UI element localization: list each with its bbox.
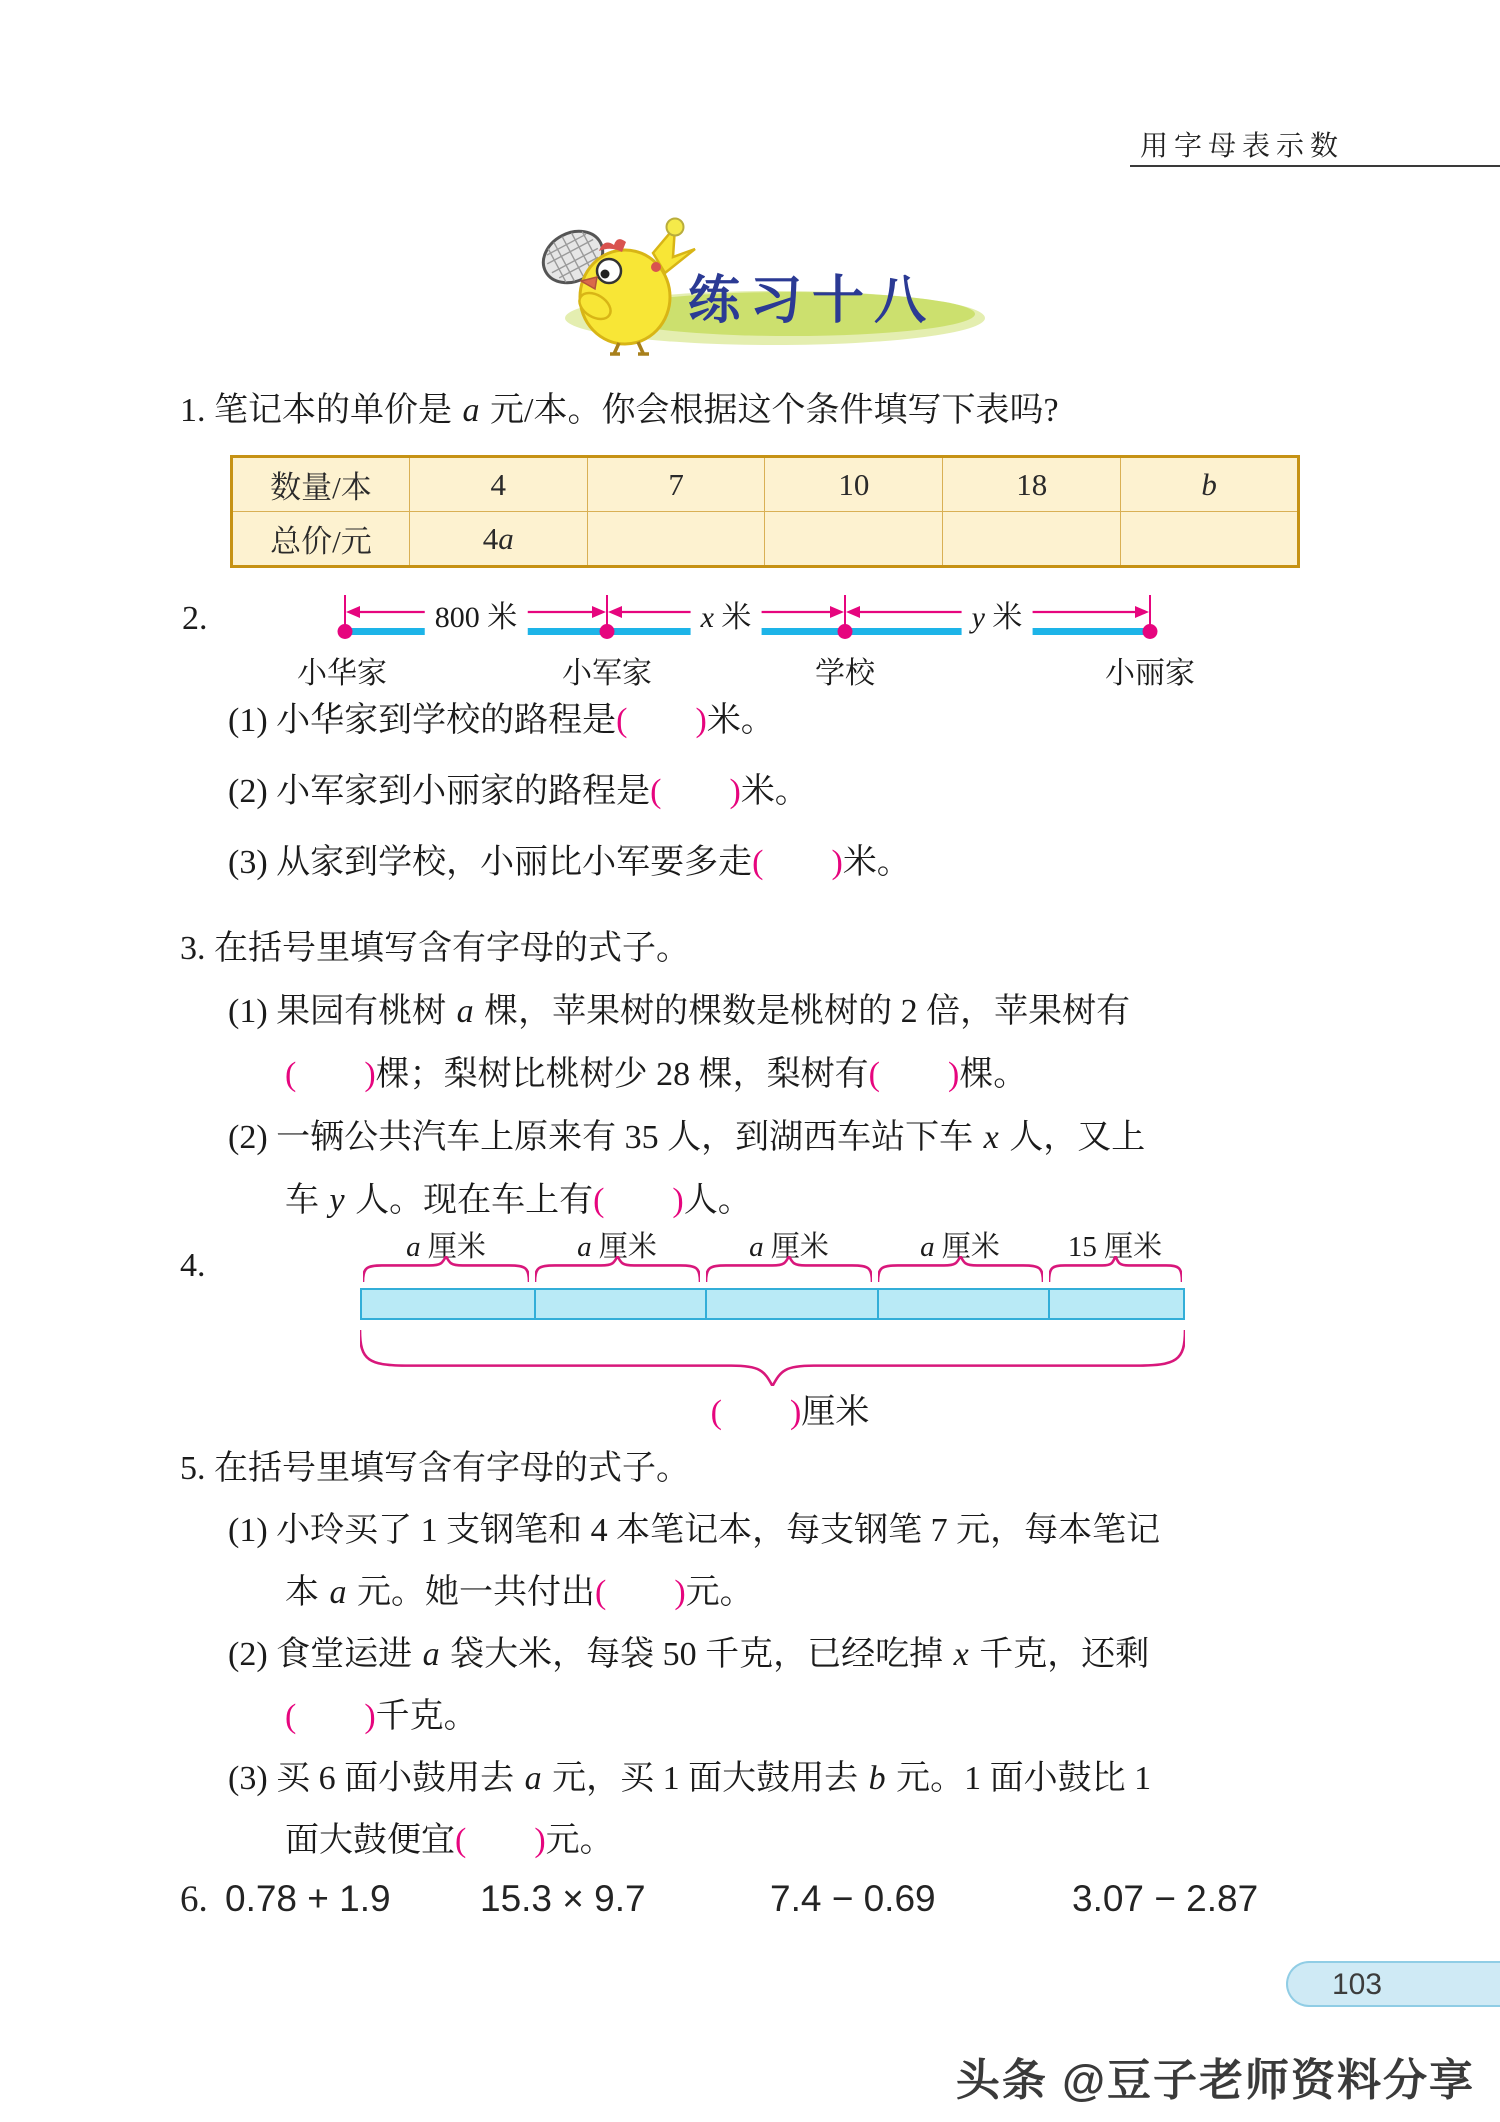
q3-item-1-cont: ( )棵；梨树比桃树少 28 棵，梨树有( )棵。 [285,1056,1028,1093]
chick-pupil [601,270,610,279]
q3-prompt: 3. 在括号里填写含有字母的式子。 [180,930,690,967]
q4-underbrace-total [360,1330,1185,1386]
q2-number: 2. [182,600,208,637]
q3-item-2: (2) 一辆公共汽车上原来有 35 人，到湖西车站下车 x 人，又上 [228,1119,1146,1156]
station-xiaoli: 小丽家 [1105,657,1195,690]
bar-divider [877,1290,879,1318]
header-rule [1130,165,1500,167]
q6-number: 6. [180,1879,208,1920]
cell-p-blank4[interactable] [1121,512,1299,567]
q6-expression-1: 0.78 + 1.9 [225,1878,391,1919]
q4-overbrace-5 [1049,1256,1182,1282]
chapter-header: 用字母表示数 [1140,131,1345,162]
distance-label-y: y 米 [962,592,1033,636]
q3-item-1: (1) 果园有桃树 a 棵，苹果树的棵数是桃树的 2 倍，苹果树有 [228,993,1131,1030]
watermark: 头条 @豆子老师资料分享 [955,2056,1475,2105]
q4-overbrace-2 [535,1256,700,1282]
chick-eye [597,259,621,283]
q4-bar-diagram [360,1288,1185,1320]
cell-q-7: 7 [587,457,765,512]
q1-prompt: 1. 笔记本的单价是 a 元/本。你会根据这个条件填写下表吗? [180,392,1059,429]
q4-overbrace-1 [363,1256,529,1282]
cell-q-4: 4 [409,457,587,512]
row-header-price: 总价/元 [232,512,410,567]
bar-divider [1048,1290,1050,1318]
station-xiaohua: 小华家 [297,657,387,690]
q3-item-2-cont: 车 y 人。现在车上有( )人。 [285,1182,752,1219]
q4-seg-label-4: a 厘米 [920,1231,1000,1263]
q6-expression-2: 15.3 × 9.7 [480,1878,646,1919]
q5-item-1-cont: 本 a 元。她一共付出( )元。 [285,1574,754,1611]
q6-expression-3: 7.4 − 0.69 [770,1878,936,1919]
station-xiaojun: 小军家 [562,657,652,690]
cell-q-18: 18 [943,457,1121,512]
bar-divider [705,1290,707,1318]
q5-item-3-cont: 面大鼓便宜( )元。 [285,1822,614,1859]
q5-item-2: (2) 食堂运进 a 袋大米，每袋 50 千克，已经吃掉 x 千克，还剩 [228,1636,1150,1673]
chick-tail-band [651,262,661,272]
q5-prompt: 5. 在括号里填写含有字母的式子。 [180,1450,690,1487]
cell-p-blank2[interactable] [765,512,943,567]
q1-table [230,455,1300,568]
q5-item-1: (1) 小玲买了 1 支钢笔和 4 本笔记本，每支钢笔 7 元，每本笔记 [228,1512,1161,1549]
q4-total-label: ( )厘米 [710,1394,870,1431]
bar-divider [534,1290,536,1318]
exercise-title: 练习十八 [688,273,937,330]
cell-p-blank1[interactable] [587,512,765,567]
table-row-quantity [232,457,1299,512]
q5-item-2-cont: ( )千克。 [285,1698,478,1735]
cell-p-4a: 4a [409,512,587,567]
q4-number: 4. [180,1247,206,1284]
cell-q-b: b [1121,457,1299,512]
q4-seg-label-5: 15 厘米 [1067,1231,1163,1263]
distance-label-x: x 米 [691,592,762,636]
q4-overbrace-3 [706,1256,872,1282]
q2-item-2: (2) 小军家到小丽家的路程是( )米。 [228,773,809,810]
q4-seg-label-2: a 厘米 [577,1231,657,1263]
q6-expression-4: 3.07 − 2.87 [1072,1878,1259,1919]
cell-p-blank3[interactable] [943,512,1121,567]
distance-label-800m: 800 米 [425,592,528,636]
tennis-ball [667,219,684,236]
station-school: 学校 [815,657,875,690]
q2-item-1: (1) 小华家到学校的路程是( )米。 [228,702,775,739]
page-number-pill [1286,1961,1500,2007]
q4-seg-label-1: a 厘米 [406,1231,486,1263]
q2-item-3: (3) 从家到学校，小丽比小军要多走( )米。 [228,844,911,881]
q4-overbrace-4 [878,1256,1043,1282]
row-header-quantity: 数量/本 [232,457,410,512]
page-number: 103 [1332,1968,1383,2001]
table-row-price [232,512,1299,567]
q5-item-3: (3) 买 6 面小鼓用去 a 元，买 1 面大鼓用去 b 元。1 面小鼓比 1 [228,1760,1152,1797]
cell-q-10: 10 [765,457,943,512]
chick-illustration [525,205,710,360]
q4-seg-label-3: a 厘米 [749,1231,829,1263]
